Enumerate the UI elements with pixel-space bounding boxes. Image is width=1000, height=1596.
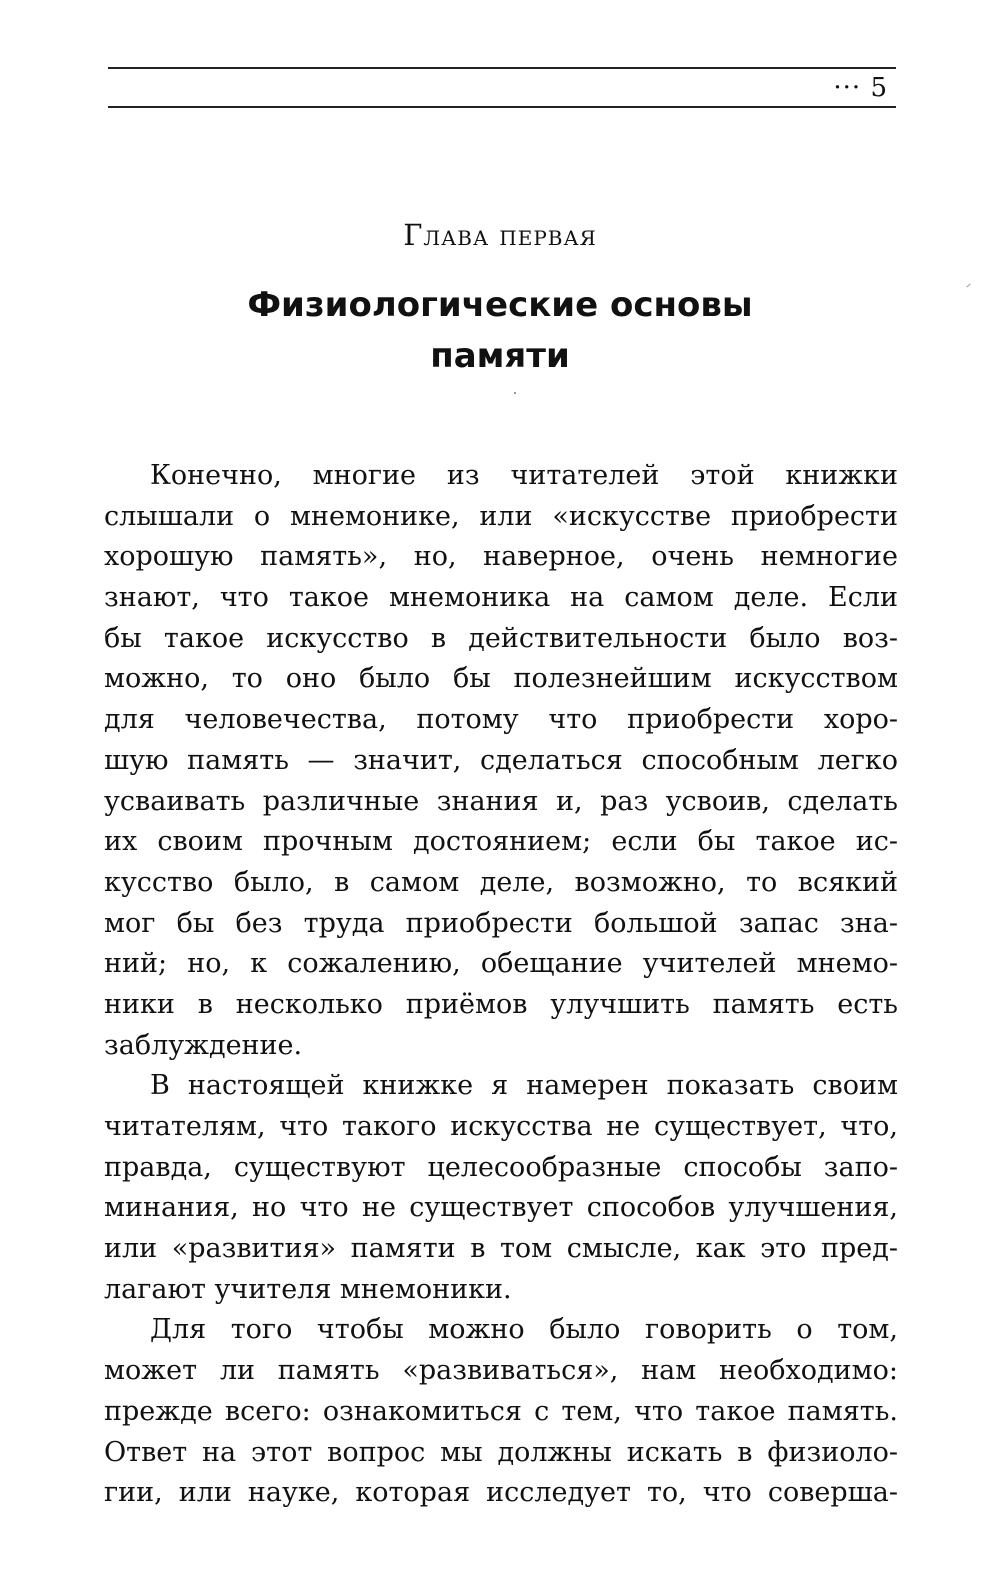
scan-speck xyxy=(966,284,970,288)
scan-speck xyxy=(514,392,516,394)
text-line: В настоящей книжке я намерен показать своим xyxy=(150,1070,898,1102)
text-line: для человечества, потому что приобрести хоро- xyxy=(104,704,898,736)
header-rule-top xyxy=(108,67,896,69)
text-line: минания, но что не существует способов улучшения, xyxy=(104,1192,898,1224)
text-line: ники в несколько приёмов улучшить память есть xyxy=(104,988,898,1020)
text-line: слышали о мнемонике, или «искусстве приобрести xyxy=(104,500,898,532)
chapter-title-line-2: памяти xyxy=(430,336,570,376)
text-line: шую память — значит, сделаться способным легко xyxy=(104,744,898,776)
text-line: правда, существуют целесообразные способы запо- xyxy=(104,1151,898,1183)
text-line: Конечно, многие из читателей этой книжки xyxy=(150,460,898,491)
text-line: можно, то оно было бы полезнейшим искусством xyxy=(104,663,898,695)
text-line: их своим прочным достоянием; если бы такое ис- xyxy=(104,826,898,858)
text-line: гии, или науке, которая исследует то, что соверша- xyxy=(104,1477,898,1509)
chapter-title xyxy=(180,280,820,382)
text-line: усваивать различные знания и, раз усвоив, сделать xyxy=(104,785,898,817)
chapter-title-line-1: Физиологические основы xyxy=(247,285,753,325)
text-line: может ли память «развиваться», нам необходимо: xyxy=(104,1355,898,1387)
text-line: или «развития» памяти в том смысле, как это пред- xyxy=(104,1233,898,1265)
text-line: заблуждение. xyxy=(104,1029,303,1061)
chapter-label: Глава первая xyxy=(403,218,597,252)
text-line: знают, что такое мнемоника на самом деле. Если xyxy=(104,582,898,614)
text-line: Для того чтобы можно было говорить о том, xyxy=(150,1314,898,1346)
page-number: ··· 5 xyxy=(833,73,888,103)
text-line: читателям, что такого искусства не существует, что, xyxy=(104,1111,898,1142)
header-rule-bottom xyxy=(108,106,896,108)
text-line: мог бы без труда приобрести большой запас зна- xyxy=(104,907,898,939)
body-text xyxy=(104,456,898,1514)
text-line: бы такое искусство в действительности было воз- xyxy=(104,622,898,654)
text-line: прежде всего: ознакомиться с тем, что такое память. xyxy=(104,1395,898,1427)
text-line: лагают учителя мнемоники. xyxy=(104,1273,512,1305)
text-line: хорошую память», но, наверное, очень немногие xyxy=(104,541,898,573)
text-line: кусство было, в самом деле, возможно, то всякий xyxy=(104,866,898,898)
text-line: Ответ на этот вопрос мы должны искать в физиоло- xyxy=(104,1436,898,1468)
text-line: ний; но, к сожалению, обещание учителей мнемо- xyxy=(104,948,898,980)
